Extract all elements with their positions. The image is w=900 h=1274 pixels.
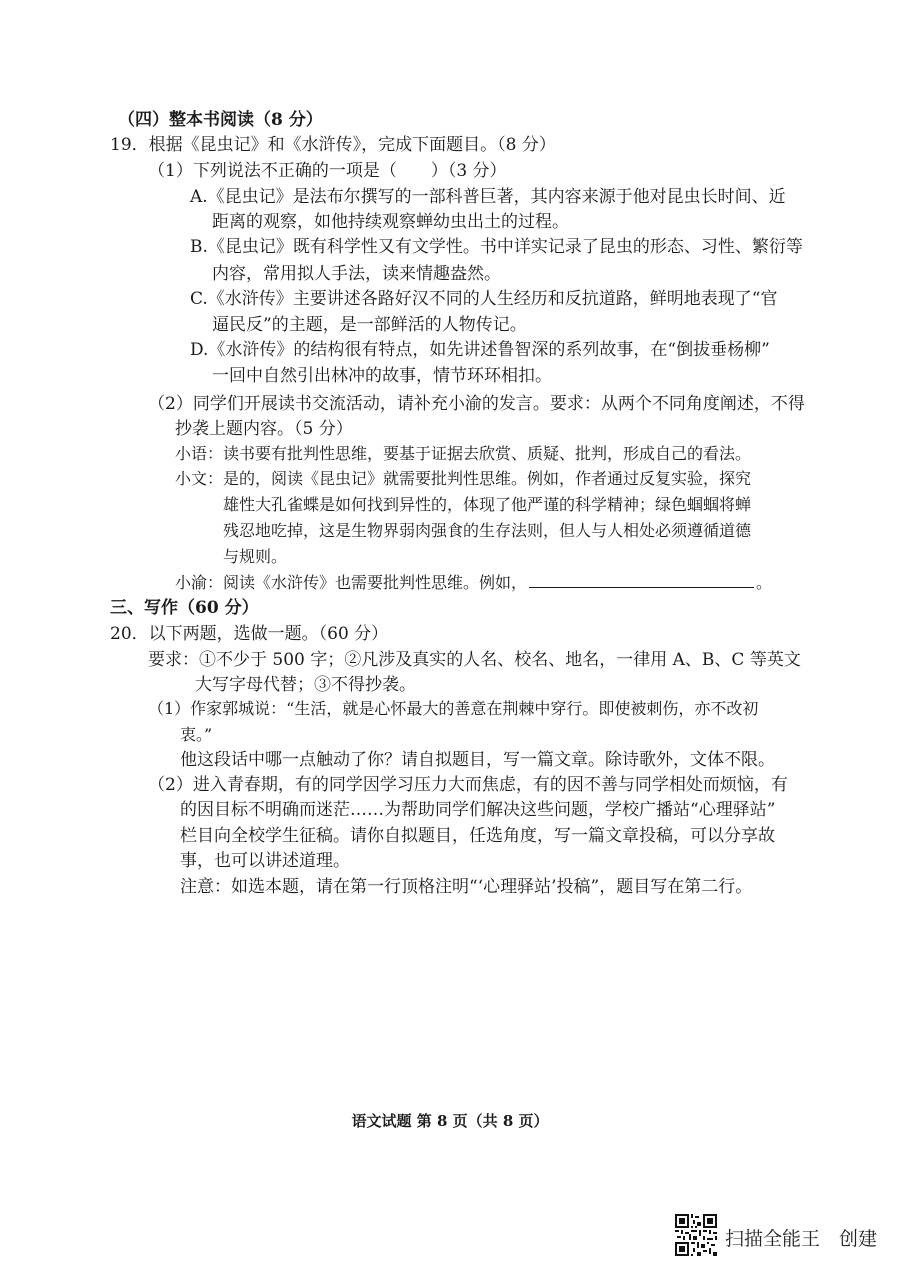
option-b-line-2: 内容，常用拟人手法，读来情趣盎然。 — [212, 264, 501, 284]
question-20-2-stem-line-2: 的因目标不明确而迷茫……为帮助同学们解决这些问题，学校广播站“心理驿站” — [180, 800, 776, 820]
xiaoyu2-speech-suffix: 。 — [756, 573, 773, 592]
section-heading: （四）整本书阅读（8 分） — [118, 110, 323, 130]
question-20-2-stem-line-4: 事，也可以讲述道理。 — [180, 851, 350, 871]
option-c-line-2: 逼民反”的主题，是一部鲜活的人物传记。 — [212, 315, 527, 335]
option-a-line-1: A.《昆虫记》是法布尔撰写的一部科普巨著，其内容来源于他对昆虫长时间、近 — [190, 187, 786, 207]
xiaoyu2-speech-text: 小渝：阅读《水浒传》也需要批判性思维。例如， — [175, 573, 528, 592]
question-20-1-stem-line-1: （1）作家郭城说：“生活，就是心怀最大的善意在荆棘中穿行。即使被刺伤，亦不改初 — [148, 699, 759, 718]
answer-blank[interactable] — [529, 571, 754, 588]
question-20-2-stem-line-3: 栏目向全校学生征稿。请你自拟题目，任选角度，写一篇文章投稿，可以分享故 — [180, 826, 775, 846]
question-20-2-stem-line-1: （2）进入青春期，有的同学因学习压力大而焦虑，有的因不善与同学相处而烦恼，有 — [148, 775, 788, 795]
question-20-1-stem-line-3: 他这段话中哪一点触动了你？请自拟题目，写一篇文章。除诗歌外，文体不限。 — [180, 750, 775, 770]
option-c-line-1: C.《水浒传》主要讲述各路好汉不同的人生经历和反抗道路，鲜明地表现了“官 — [190, 289, 778, 309]
option-d-line-1: D.《水浒传》的结构很有特点，如先讲述鲁智深的系列故事，在“倒拔垂杨柳” — [190, 340, 770, 360]
scanner-watermark — [675, 1214, 885, 1260]
xiaoyu-speech: 小语：读书要有批判性思维，要基于证据去欣赏、质疑、批判，形成自己的看法。 — [175, 444, 752, 463]
page-footer: 语文试题 第 8 页（共 8 页） — [351, 1112, 549, 1130]
question-19-2-stem-line-2: 抄袭上题内容。（5 分） — [175, 419, 353, 439]
qr-code-icon — [675, 1214, 717, 1256]
xiaowen-speech-line-2: 雄性大孔雀蝶是如何找到异性的，体现了他严谨的科学精神；绿色蝈蝈将蝉 — [223, 495, 752, 514]
xiaowen-speech-line-3: 残忍地吃掉，这是生物界弱肉强食的生存法则，但人与人相处必须遵循道德 — [223, 521, 752, 540]
watermark-text: 扫描全能王 创建 — [725, 1228, 878, 1250]
question-20-requirements-line-2: 大写字母代替；③不得抄袭。 — [195, 675, 416, 695]
option-b-line-1: B.《昆虫记》既有科学性又有文学性。书中详实记录了昆虫的形态、习性、繁衍等 — [190, 237, 803, 257]
xiaowen-speech-line-4: 与规则。 — [223, 547, 288, 566]
question-19-stem: 19．根据《昆虫记》和《水浒传》，完成下面题目。（8 分） — [110, 135, 556, 155]
question-20-1-stem-line-2: 衷。” — [180, 725, 213, 744]
question-19-1-stem: （1）下列说法不正确的一项是（ ）（3 分） — [148, 161, 507, 181]
question-20-requirements-line-1: 要求：①不少于 500 字；②凡涉及真实的人名、校名、地名，一律用 A、B、C 等英文 — [148, 650, 801, 670]
option-a-line-2: 距离的观察，如他持续观察蝉幼虫出土的过程。 — [212, 212, 569, 232]
option-d-line-2: 一回中自然引出林冲的故事，情节环环相扣。 — [212, 366, 552, 386]
xiaowen-speech-line-1: 小文：是的，阅读《昆虫记》就需要批判性思维。例如，作者通过反复实验，探究 — [175, 469, 752, 488]
question-20-2-note: 注意：如选本题，请在第一行顶格注明“‘心理驿站’投稿”，题目写在第二行。 — [180, 877, 753, 897]
xiaoyu2-speech — [175, 571, 772, 595]
section-heading-writing: 三、写作（60 分） — [110, 598, 259, 618]
question-19-2-stem-line-1: （2）同学们开展读书交流活动，请补充小渝的发言。要求：从两个不同角度阐述，不得 — [148, 394, 805, 414]
question-20-stem: 20．以下两题，选做一题。（60 分） — [110, 624, 389, 644]
